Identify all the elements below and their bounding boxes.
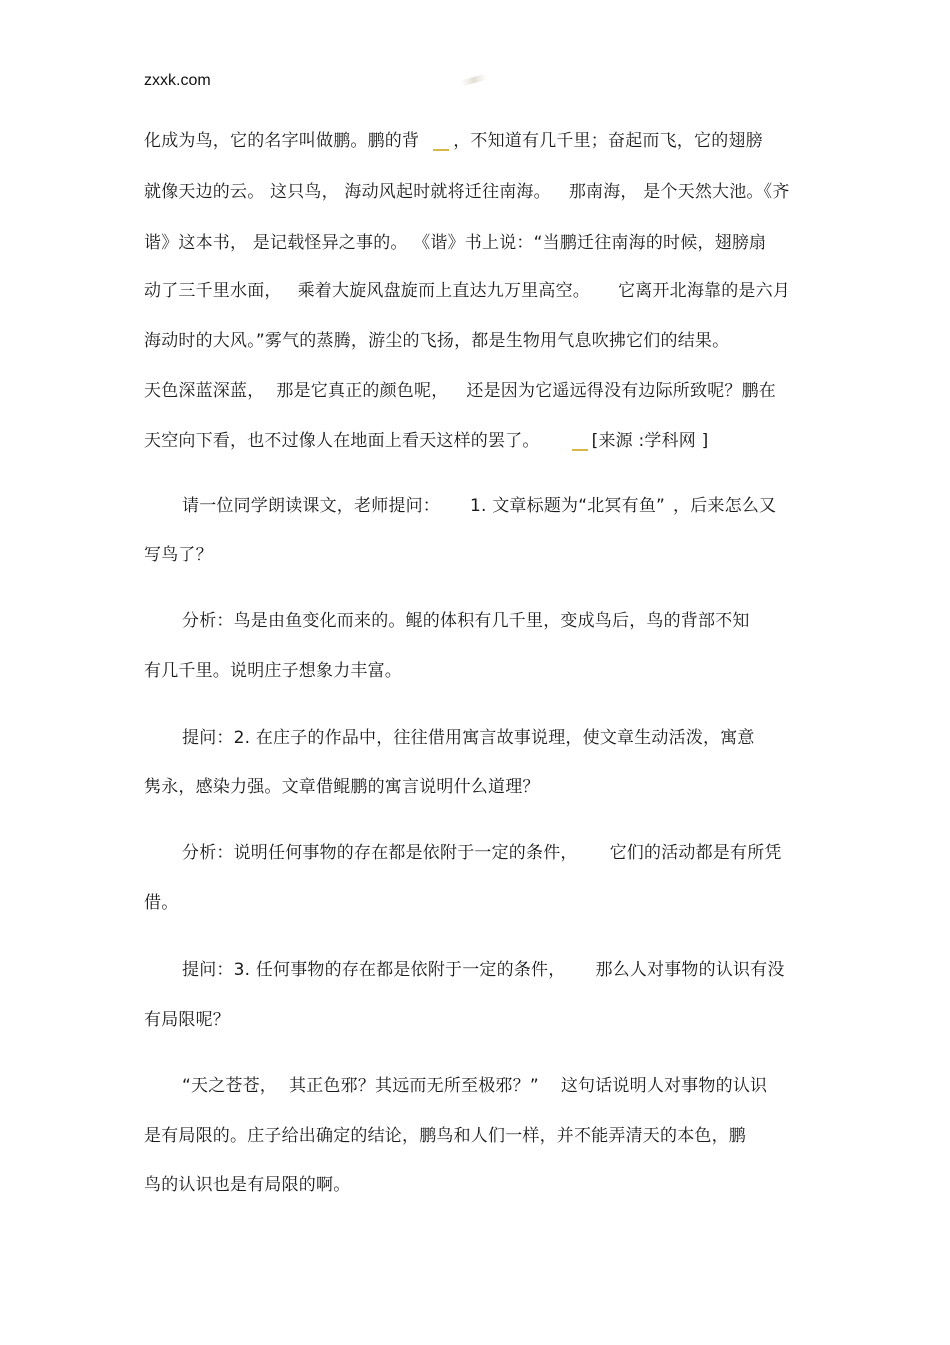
blank-mark bbox=[433, 149, 449, 151]
text: 谐》这本书， 是记载怪异之事的。 《谐》书上说：“当鹏迁往南海的时候，翅膀扇 bbox=[144, 233, 767, 253]
text: 化成为鸟，它的名字叫做鹏。鹏的背 bbox=[144, 131, 420, 151]
text: 那是它真正的颜色呢， bbox=[276, 381, 449, 401]
question-2: 提问：2. 在庄子的作品中，往往借用寓言故事说理，使文章生动活泼，寓意 bbox=[182, 728, 755, 748]
text: ，不知道有几千里；奋起而飞，它的翅膀 bbox=[453, 131, 763, 151]
translation-line bbox=[144, 333, 729, 350]
text: 就像天边的云。 这只鸟， 海动风起时就将迁往南海。 bbox=[144, 182, 551, 202]
text: 那南海， 是个天然大池。《齐 bbox=[568, 182, 790, 202]
text: 它离开北海靠的是六月 bbox=[618, 281, 791, 301]
analysis-2 bbox=[182, 845, 782, 862]
text: 那么人对事物的认识有没 bbox=[595, 960, 785, 980]
analysis-3-cont: 是有局限的。庄子给出确定的结论，鹏鸟和人们一样，并不能弄清天的本色，鹏 bbox=[144, 1126, 746, 1146]
text: 它们的活动都是有所凭 bbox=[609, 843, 782, 863]
text: 这句话说明人对事物的认识 bbox=[560, 1076, 768, 1096]
watermark-smudge bbox=[461, 74, 488, 87]
translation-line bbox=[144, 383, 776, 400]
text: 其正色邪？其远而无所至极邪？” bbox=[289, 1076, 539, 1096]
translation-line bbox=[144, 433, 708, 451]
text: 请一位同学朗读课文，老师提问： bbox=[182, 496, 440, 516]
analysis-3 bbox=[182, 1078, 767, 1095]
text: 提问：3. 任何事物的存在都是依附于一定的条件， bbox=[182, 960, 566, 980]
question-3-cont: 有局限呢？ bbox=[144, 1010, 230, 1030]
analysis-2-cont: 借。 bbox=[144, 893, 179, 913]
question-2-cont: 隽永，感染力强。文章借鲲鹏的寓言说明什么道理？ bbox=[144, 777, 540, 797]
source-tag: [来源 :学科网 ] bbox=[591, 431, 709, 451]
text: 天色深蓝深蓝， bbox=[144, 381, 265, 401]
question-1 bbox=[182, 498, 776, 515]
text: “天之苍苍， bbox=[182, 1076, 278, 1096]
analysis-1-cont: 有几千里。说明庄子想象力丰富。 bbox=[144, 661, 402, 681]
analysis-3-cont: 鸟的认识也是有局限的啊。 bbox=[144, 1175, 351, 1195]
text: 1. 文章标题为“北冥有鱼” bbox=[470, 496, 666, 516]
text: 动了三千里水面， bbox=[144, 281, 282, 301]
translation-line bbox=[144, 283, 790, 300]
translation-line bbox=[144, 133, 763, 151]
text: 乘着大旋风盘旋而上直达九万里高空。 bbox=[297, 281, 591, 301]
text: 天空向下看，也不过像人在地面上看天这样的罢了。 bbox=[144, 431, 540, 451]
site-header: zxxk.com bbox=[144, 72, 211, 89]
translation-line bbox=[144, 235, 766, 252]
text: ，后来怎么又 bbox=[673, 496, 777, 516]
text: 分析：说明任何事物的存在都是依附于一定的条件， bbox=[182, 843, 578, 863]
question-3 bbox=[182, 962, 785, 979]
question-1-cont: 写鸟了？ bbox=[144, 545, 213, 565]
text: 还是因为它遥远得没有边际所致呢？鹏在 bbox=[466, 381, 777, 401]
translation-line bbox=[144, 184, 790, 201]
analysis-1: 分析：鸟是由鱼变化而来的。鲲的体积有几千里，变成鸟后，鸟的背部不知 bbox=[182, 611, 750, 631]
blank-mark bbox=[572, 449, 588, 451]
text: 海动时的大风。”雾气的蒸腾，游尘的飞扬，都是生物用气息吹拂它们的结果。 bbox=[144, 331, 730, 351]
